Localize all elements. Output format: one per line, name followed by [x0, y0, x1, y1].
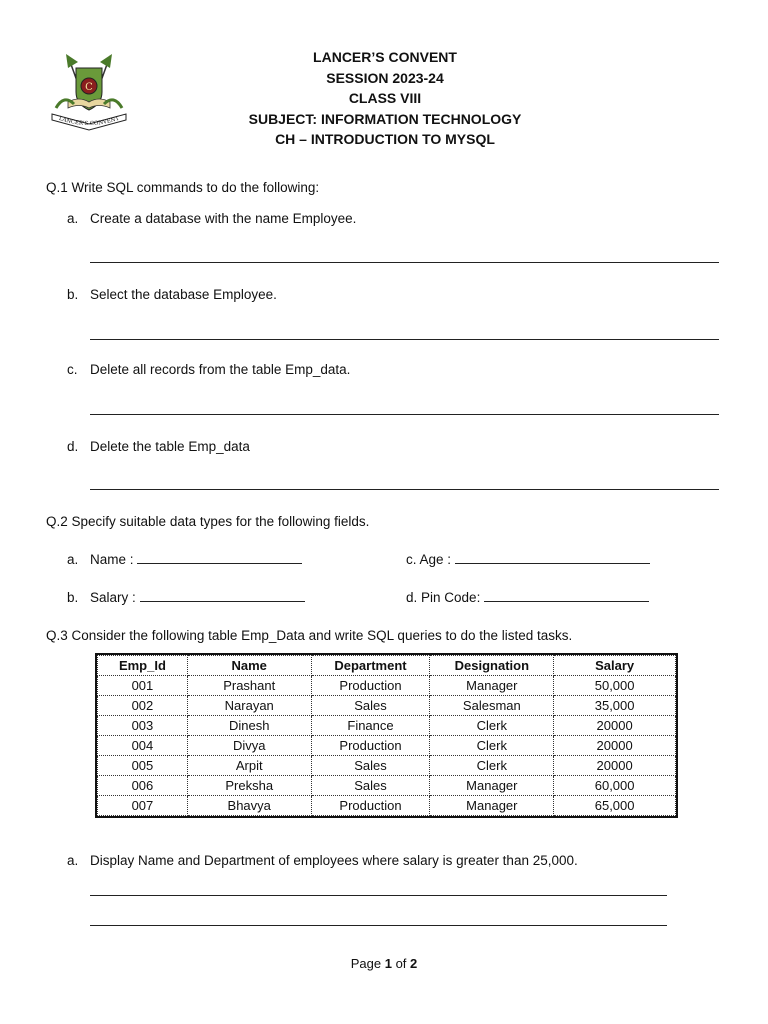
table-header-cell: Salary — [554, 656, 676, 676]
table-cell: Divya — [187, 736, 311, 756]
q3-task-a-letter: a. — [67, 853, 79, 868]
table-cell: Sales — [311, 756, 430, 776]
table-cell: Bhavya — [187, 796, 311, 816]
q1-b-answer-line[interactable] — [90, 339, 719, 340]
q2-field-c-letter: c. — [406, 552, 417, 567]
q1-item-a-text: Create a database with the name Employee. — [90, 211, 357, 226]
table-row — [98, 776, 676, 796]
table-cell: Narayan — [187, 696, 311, 716]
table-cell: 005 — [98, 756, 188, 776]
table-header-cell: Designation — [430, 656, 554, 676]
table-cell: Sales — [311, 776, 430, 796]
q3-a-answer-line-1[interactable] — [90, 895, 667, 896]
table-cell: 60,000 — [554, 776, 676, 796]
table-cell: 001 — [98, 676, 188, 696]
q2-field-salary — [90, 590, 305, 606]
table-cell: Sales — [311, 696, 430, 716]
table-cell: Manager — [430, 676, 554, 696]
page-number: 1 — [384, 956, 392, 971]
page-word: Page — [350, 956, 382, 971]
table-cell: Salesman — [430, 696, 554, 716]
table-cell: Production — [311, 676, 430, 696]
session-label: SESSION 2023-24 — [326, 69, 444, 86]
q1-c-answer-line[interactable] — [90, 414, 719, 415]
document-header — [180, 47, 590, 150]
q2-field-name-label: Name : — [90, 552, 134, 567]
table-cell: 004 — [98, 736, 188, 756]
q2-pincode-answer-line[interactable] — [484, 601, 649, 602]
table-cell: 20000 — [554, 756, 676, 776]
q1-item-b-text: Select the database Employee. — [90, 287, 277, 302]
q3-a-answer-line-2[interactable] — [90, 925, 667, 926]
table-cell: 20000 — [554, 716, 676, 736]
q1-item-a-letter: a. — [67, 211, 79, 226]
table-cell: Manager — [430, 796, 554, 816]
table-cell: 002 — [98, 696, 188, 716]
table-row — [98, 796, 676, 816]
table-cell: Clerk — [430, 716, 554, 736]
table-cell: Arpit — [187, 756, 311, 776]
table-header-cell: Name — [187, 656, 311, 676]
q2-field-a-letter: a. — [67, 552, 79, 567]
q1-item-d-text: Delete the table Emp_data — [90, 439, 250, 454]
table-cell: Prashant — [187, 676, 311, 696]
table-cell: Manager — [430, 776, 554, 796]
table-cell: 65,000 — [554, 796, 676, 816]
table-row — [98, 696, 676, 716]
q1-item-b-letter: b. — [67, 287, 79, 302]
table-header-row — [98, 656, 676, 676]
table-cell: Production — [311, 736, 430, 756]
page-total: 2 — [410, 956, 418, 971]
q3-prompt: Q.3 Consider the following table Emp_Data and write SQL queries to do the listed tasks. — [46, 628, 573, 643]
subject-label: SUBJECT: INFORMATION TECHNOLOGY — [248, 110, 522, 127]
q2-field-age — [406, 552, 650, 568]
q2-field-name — [90, 552, 302, 568]
q2-field-pincode-label: Pin Code: — [421, 590, 481, 605]
q2-salary-answer-line[interactable] — [140, 601, 305, 602]
q2-field-b-letter: b. — [67, 590, 79, 605]
q2-field-salary-label: Salary : — [90, 590, 136, 605]
table-cell: Clerk — [430, 756, 554, 776]
table-cell: Preksha — [187, 776, 311, 796]
table-cell: 003 — [98, 716, 188, 736]
table-row — [98, 756, 676, 776]
table-cell: 35,000 — [554, 696, 676, 716]
q1-d-answer-line[interactable] — [90, 489, 719, 490]
q2-age-answer-line[interactable] — [455, 563, 650, 564]
table-cell: 007 — [98, 796, 188, 816]
q2-field-d-letter: d. — [406, 590, 418, 605]
table-header-cell: Emp_Id — [98, 656, 188, 676]
q2-field-pincode — [406, 590, 649, 606]
q1-item-c-letter: c. — [67, 362, 78, 377]
page-footer — [0, 956, 768, 971]
table-cell: 006 — [98, 776, 188, 796]
table-row — [98, 716, 676, 736]
q2-field-age-label: Age : — [419, 552, 452, 567]
svg-text:C: C — [85, 82, 93, 93]
svg-text:LANCER'S CONVENT: LANCER'S CONVENT — [58, 115, 120, 128]
emp-data-table — [95, 653, 678, 818]
q1-item-d-letter: d. — [67, 439, 79, 454]
table-cell: 20000 — [554, 736, 676, 756]
table-cell: 50,000 — [554, 676, 676, 696]
q1-item-c-text: Delete all records from the table Emp_data. — [90, 362, 351, 377]
table-cell: Clerk — [430, 736, 554, 756]
table-cell: Dinesh — [187, 716, 311, 736]
q2-name-answer-line[interactable] — [137, 563, 302, 564]
table-cell: Production — [311, 796, 430, 816]
school-name: LANCER’S CONVENT — [313, 49, 457, 65]
table-row — [98, 676, 676, 696]
table-header-cell: Department — [311, 656, 430, 676]
chapter-label: CH – INTRODUCTION TO MYSQL — [275, 131, 495, 147]
class-label: CLASS VIII — [348, 90, 422, 106]
q3-task-a-text: Display Name and Department of employees where salary is greater than 25,000. — [90, 853, 578, 868]
school-logo — [46, 48, 132, 134]
q1-prompt: Q.1 Write SQL commands to do the following: — [46, 180, 320, 195]
table-row — [98, 736, 676, 756]
q2-prompt: Q.2 Specify suitable data types for the following fields. — [46, 514, 370, 529]
q1-a-answer-line[interactable] — [90, 262, 719, 263]
table-cell: Finance — [311, 716, 430, 736]
of-word: of — [395, 956, 407, 971]
